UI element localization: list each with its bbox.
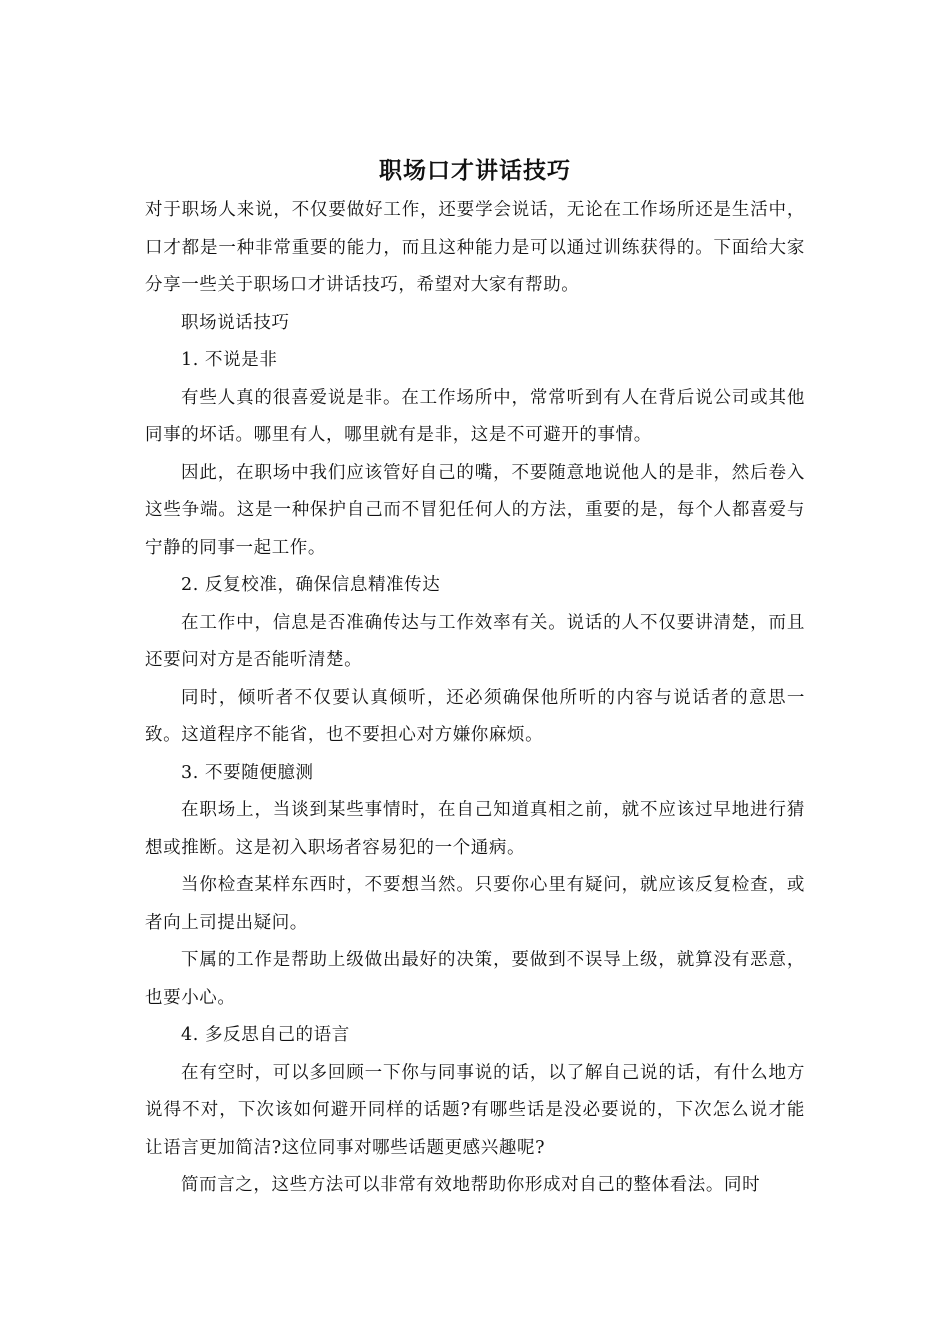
- document-title: 职场口才讲话技巧: [379, 158, 571, 184]
- paragraph: 4. 多反思自己的语言: [181, 1025, 350, 1045]
- paragraph: 2. 反复校准，确保信息精准传达: [181, 575, 441, 595]
- paragraph: 1. 不说是非: [181, 350, 278, 370]
- paragraph: 在工作中，信息是否准确传达与工作效率有关。说话的人不仅要讲清楚，而且还要问对方是否能听清楚。: [145, 612, 805, 670]
- paragraph: 简而言之，这些方法可以非常有效地帮助你形成对自己的整体看法。同时: [181, 1175, 761, 1195]
- paragraph: 对于职场人来说，不仅要做好工作，还要学会说话，无论在工作场所还是生活中，口才都是一种非常重要的能力，而且这种能力是可以通过训练获得的。下面给大家分享一些关于职场口才讲话技巧，希望对大家有帮助。: [145, 200, 805, 295]
- paragraph: 下属的工作是帮助上级做出最好的决策，要做到不误导上级，就算没有恶意，也要小心。: [145, 950, 805, 1008]
- paragraph: 3. 不要随便臆测: [181, 762, 314, 783]
- paragraph: 职场说话技巧: [181, 312, 290, 333]
- document-page: [145, 150, 805, 1205]
- document-body: [145, 192, 805, 1205]
- paragraph: 有些人真的很喜爱说是非。在工作场所中，常常听到有人在背后说公司或其他同事的坏话。哪里有人，哪里就有是非，这是不可避开的事情。: [145, 387, 805, 445]
- paragraph: 当你检查某样东西时，不要想当然。只要你心里有疑问，就应该反复检查，或者向上司提出疑问。: [145, 875, 805, 933]
- paragraph: 因此，在职场中我们应该管好自己的嘴，不要随意地说他人的是非，然后卷入这些争端。这是一种保护自己而不冒犯任何人的方法，重要的是，每个人都喜爱与宁静的同事一起工作。: [145, 462, 805, 558]
- paragraph: 在职场上，当谈到某些事情时，在自己知道真相之前，就不应该过早地进行猜想或推断。这是初入职场者容易犯的一个通病。: [145, 800, 805, 858]
- paragraph: 在有空时，可以多回顾一下你与同事说的话，以了解自己说的话，有什么地方说得不对，下次该如何避开同样的话题?有哪些话是没必要说的，下次怎么说才能让语言更加简洁?这位同事对哪些话题更感兴趣呢?: [145, 1062, 805, 1158]
- paragraph: 同时，倾听者不仅要认真倾听，还必须确保他所听的内容与说话者的意思一致。这道程序不能省，也不要担心对方嫌你麻烦。: [145, 687, 805, 745]
